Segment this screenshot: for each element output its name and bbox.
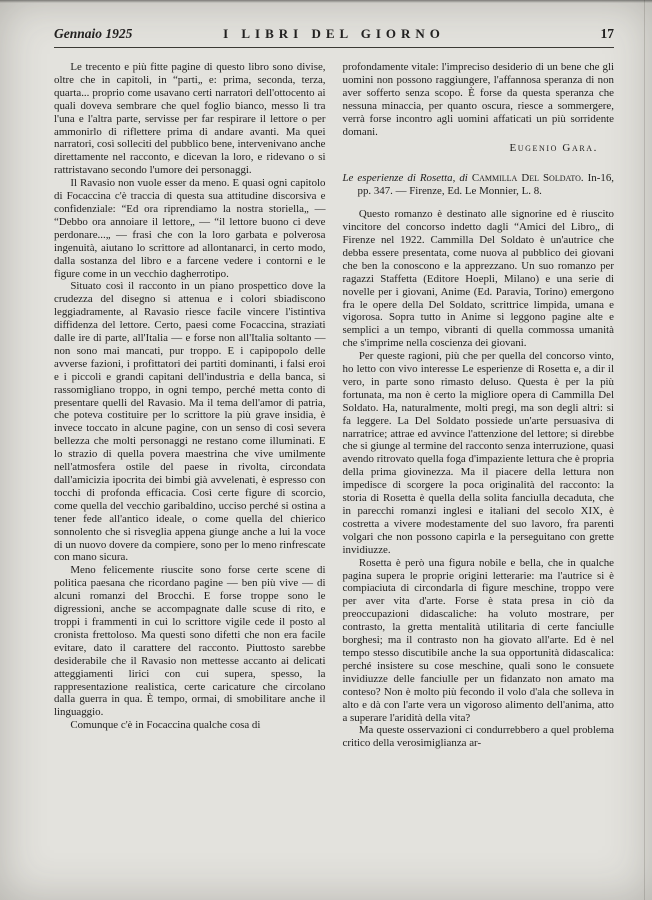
paragraph: Comunque c'è in Focaccina qualche cosa di	[70, 719, 261, 732]
paragraph: Meno felicemente riuscite sono forse certe scene di politica paesana che ricordano pagine — ben più vive — di alcuni romanzi del Brocchi. E forse troppe sono le digressioni, anche se accompagnate dalle scuse di rito, e troppi i frammenti in cui lo scrittore vigile cede il posto al cronista frettoloso. Ma questi sono difetti che non era facile evitare, dato il carattere del racconto. Piuttosto sarebbe desiderabile che il Ravasio non mettesse accanto ai delicati atteggiamenti lirici con cui supera, spesso, la rappresentazione realistica, certe caricature che circolano dalla guerra in qua. È tempo, ormai, di smobilitare anche il linguaggio.	[54, 564, 326, 719]
page-body	[54, 61, 614, 750]
book-details: . In-16, pp. 347. — Firenze, Ed. Le Monnier, L. 8.	[357, 172, 614, 198]
issue-date: Gennaio 1925	[54, 26, 133, 41]
paragraph: Le trecento e più fitte pagine di questo libro sono divise, oltre che in capitoli, in “parti„ e: prima, seconda, terza, quarta... proprio come usavano certi narratori dell'ottocento ai quali doveva sembrare che quel foglio bianco, messo lì tra l'una e l'altra parte, servisse per far respirare il lettore o per ammonirlo di riflettere prima di andare avanti. Ma quei narratori, così solleciti del pubblico bene, intervenivano anche direttamente nel racconto, e dicevan la loro, e ridevano o si rattristavano secondo l'umore dei personaggi.	[54, 61, 326, 177]
journal-title: I LIBRI DEL GIORNO	[223, 26, 445, 41]
paragraph: Situato così il racconto in un piano prospettico dove la crudezza del disegno si attenua e i colori sbiadiscono leggiadramente, al Ravasio riesce facile vincere l'istintiva diffidenza del lettore. Certo, paesi come Focaccina, straziati dalle ire di parte, all'Italia — e forse non all'Italia soltanto — non sono mai mancati, pur troppo. E i capipopolo delle avverse fazioni, i profittatori dei partiti dominanti, i falsi eroi e i piccoli e grandi capitani dell'industria e della banca, si rassomigliano troppo, in ogni tempo, perché metta conto di presentare quelli del Ravasio. Ma il tema dell'amor di patria, che poteva costituire per lo scrittore la più grave insidia, è invece toccato in alcune pagine, con un senso di così severa bellezza che molti personaggi ne restano come illuminati. E lo strazio di quella povera maestrina che vive umilmente nell'atmosfera ostile del paese in rivolta, circondata dall'amicizia ipocrita dei bimbi già avvelenati, è espresso con tocchi di profonda efficacia. Così certe figure di scorcio, come quella del vecchio garibaldino, ucciso perché si ostina a tener fede all'antico ideale, o come quella del chierico sonnolento che si risveglia appena giunge anche a lui la voce di un nuovo dovere da compiere, sono per lo meno rinfrescate con mano sicura.	[54, 280, 326, 564]
paragraph: Per queste ragioni, più che per quella del concorso vinto, ho letto con vivo interesse Le esperienze di Rosetta e, a dir il vero, in parte sono rimasto deluso. Questa è per la più fortunata, ma non è certo la migliore opera di Cammilla Del Soldato. Ha, naturalmente, molti pregi, ma son degli altri: si fa leggere. La Del Soldato possiede un'arte persuasiva di narratrice; attrae ed avvince l'attenzione del lettore; si direbbe che si giunge al termine del racconto senza interruzione, quasi avendo ritrovato quella foga d'impaziente lettura che è propria della prima giovinezza. Ma il piacere della lettura non impedisce di scorgere la poca originalità del racconto: la storia di Rosetta è quella della solita fanciulla decaduta, che in parecchi romanzi inglesi e italiani del secolo XIX, è costretta a vivere modestamente del suo lavoro, fra parenti volgari che non possono capirla e la perseguitano con grette invidiuzze.	[342, 350, 614, 556]
byline-connector: , di	[452, 172, 472, 185]
review-heading	[343, 172, 615, 198]
paragraph-continuation: profondamente vitale: l'impreciso desiderio di un bene che gli uomini non possono raggiungere, l'affannosa speranza di non aver sofferto senza scopo. È forse da questa speranza che nessuna minaccia, per quanto oscura, riesce a sommergere, verrà forse incontro agli uomini affaticati un più sorridente domani.	[342, 61, 614, 138]
paragraph: Questo romanzo è destinato alle signorine ed è riuscito vincitore del concorso indetto dagli “Amici del Libro„ di Firenze nel 1922. Cammilla Del Soldato è un'autrice che debba essere presentata, come nuova al pubblico dei giovani che ben la conoscono e la apprezzano. Un suo romanzo per ragazzi Staffetta (Editore Hoepli, Milano) e una serie di novelle per i giovani, Anime (Ed. Paravia, Torino) emergono fra le opere della Del Soldato, scrittrice limpida, umana e vigorosa. Sopra tutto in Anime si leggono pagine alte e semplici a un tempo, vibranti di quella commossa umanità che s'imprime nella coscienza dei giovani.	[342, 208, 614, 350]
paragraph: Rosetta è però una figura nobile e bella, che in qualche pagina supera le proprie origini letterarie: ma l'autrice si è compiaciuta di circondarla di figure meschine, troppo vere per aver vita d'arte. Forse è stata presa in ciò da preoccupazioni didascaliche: ha voluto mostrare, per contrasto, la gretta mentalità utilitaria di certe fanciulle borghesi; ma il contrasto non ha giovato all'arte. Ed è nel tempo stesso discutibile anche la sua opportunità didascalica: perché insistere su cose meschine, quali sono le consuete invidiuzze delle fanciulle per un fidanzato non amato ma conteso? Non è molto più fecondo il volo d'ala che solleva in alto e dà con l'arte vera un vigoroso alimento dell'anima, atto a superare l'aridità della vita?	[342, 556, 614, 724]
book-author: Cammilla Del Soldato	[471, 172, 581, 185]
paragraph: Il Ravasio non vuole esser da meno. E quasi ogni capitolo di Focaccina c'è traccia di questa sua attitudine discorsiva e confidenziale: “Ed ora riprendiamo la nostra storiella„ — “Debbo ora annoiare il lettore„ — “il lettore buono ci deve perdonare...„ — frasi che con la loro garbata e polverosa ingenuità, aiutano lo scrittore ad allontanarci, in certo modo, dalla sostanza del libro e a farcene vedere i contorni e le figure come in un vecchio dagherrotipo.	[54, 177, 326, 280]
column-left	[54, 61, 326, 750]
review-signature: Eugenio Gara.	[509, 142, 598, 155]
paragraph: Ma queste osservazioni ci condurrebbero a quel problema critico della verosimiglianza ar-	[342, 724, 614, 750]
page-number: 17	[600, 26, 614, 41]
header-rule	[54, 47, 614, 48]
book-title: Le esperienze di Rosetta	[342, 172, 453, 185]
page-header	[54, 26, 614, 42]
column-right	[343, 61, 615, 750]
